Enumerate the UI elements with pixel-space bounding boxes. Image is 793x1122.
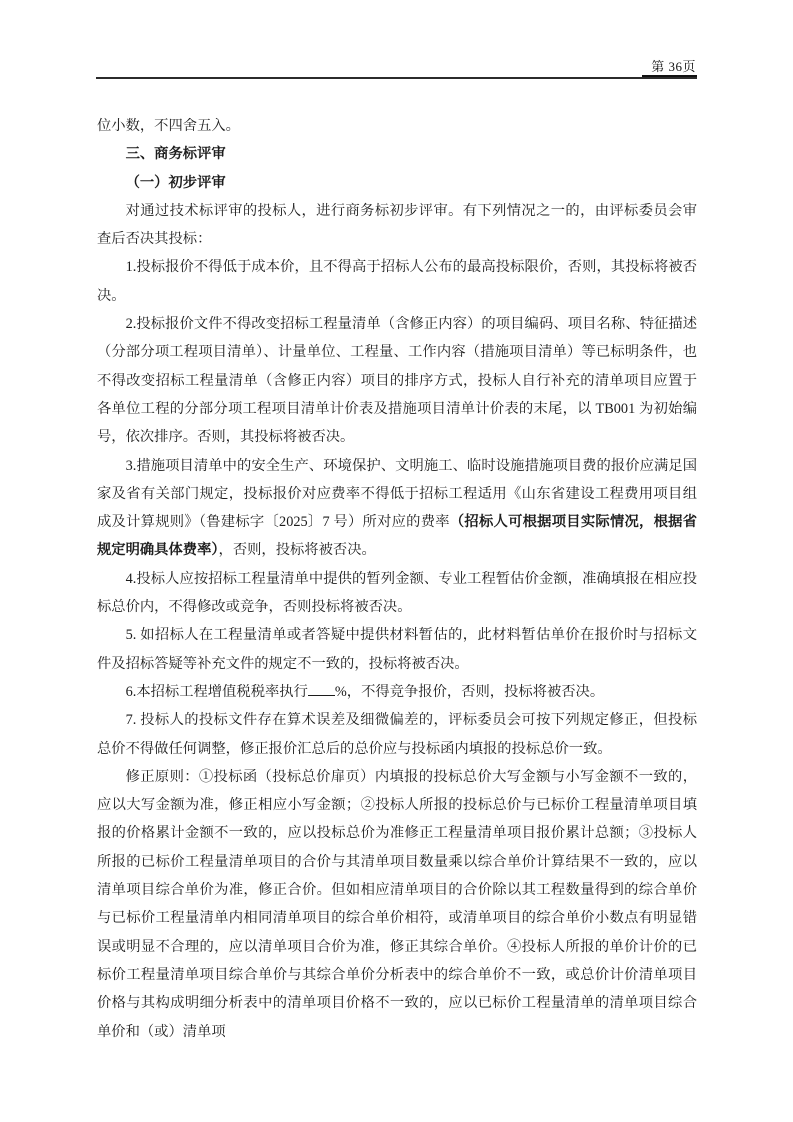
text-run: 7. 投标人的投标文件存在算术误差及细微偏差的，评标委员会可按下列规定修正，但投标总价不得做任何调整，修正报价汇总后的总价应与投标函内填报的投标总价一致。 <box>97 712 697 757</box>
page-number-label: 第 36页 <box>642 58 697 77</box>
text-run: （招标人可根据项目实际情况，根据省规定明确具体费率） <box>97 514 698 559</box>
paragraph <box>97 678 697 706</box>
paragraph <box>97 197 697 254</box>
text-run: %，不得竞争报价，否则，投标将被否决。 <box>334 683 605 700</box>
paragraph <box>97 452 697 565</box>
document-body <box>97 112 697 1046</box>
paragraph <box>97 763 697 1046</box>
page-header <box>96 0 697 79</box>
text-run: 6.本招标工程增值税税率执行 <box>125 683 308 700</box>
paragraph <box>97 565 697 622</box>
text-run: 4.投标人应按招标工程量清单中提供的暂列金额、专业工程暂估价金额，准确填报在相应投标总价内，不得修改或竞争，否则投标将被否决。 <box>97 570 697 616</box>
text-run: 位小数，不四舍五入。 <box>97 118 240 134</box>
fill-in-blank-underline <box>308 682 335 696</box>
text-run: （一）初步评审 <box>125 174 226 191</box>
text-run: 3.措施项目清单中的安全生产、环境保护、文明施工、临时设施措施项目费的报价应满足国家及省有关部门规定，投标报价对应费率不得低于招标工程适用《山东省建设工程费用项目组成及计算规则》（鲁建标字〔2025〕7 号）所对应的费率 <box>97 457 697 531</box>
text-run: 修正原则：①投标函（投标总价扉页）内填报的投标总价大写金额与小写金额不一致的，应以大写金额为准，修正相应小写金额；②投标人所报的投标总价与已标价工程量清单项目填报的价格累计金额不一致的，应以投标总价为准修正工程量清单项目报价累计总额；③投标人所报的已标价工程量清单项目的合价与其清单项目数量乘以综合单价计算结果不一致的，应以清单项目综合单价为准，修正合价。但如相应清单项目的合价除以其工程数量得到的综合单价与已标价工程量清单内相同清单项目的综合单价相符，或清单项目的综合单价小数点有明显错误或明显不合理的，应以清单项目合价为准，修正其综合单价。④投标人所报的单价计价的已标价工程量清单项目综合单价与其综合单价分析表中的综合单价不一致，或总价计价清单项目价格与其构成明细分析表中的清单项目价格不一致的，应以已标价工程量清单的清单项目综合单价和（或）清单项 <box>97 768 697 1040</box>
text-run: 1.投标报价不得低于成本价，且不得高于招标人公布的最高投标限价，否则，其投标将被否决。 <box>97 259 697 304</box>
text-run: 三、商务标评审 <box>125 146 226 163</box>
paragraph <box>97 112 697 140</box>
paragraph <box>97 253 697 310</box>
text-run: 2.投标报价文件不得改变招标工程量清单（含修正内容）的项目编码、项目名称、特征描述（分部分项工程项目清单）、计量单位、工程量、工作内容（措施项目清单）等已标明条件，也不得改变招标工程量清单（含修正内容）项目的排序方式，投标人自行补充的清单项目应置于各单位工程的分部分项工程项目清单计价表及措施项目清单计价表的末尾，以 TB001 为初始编号，依次排序。否则，其投标将被否决。 <box>97 316 697 446</box>
section-heading <box>97 140 697 168</box>
text-run: 对通过技术标评审的投标人，进行商务标初步评审。有下列情况之一的，由评标委员会审查后否决其投标： <box>97 202 697 248</box>
text-run: ，否则，投标将被否决。 <box>218 542 376 559</box>
paragraph <box>97 621 697 678</box>
text-run: 5. 如招标人在工程量清单或者答疑中提供材料暂估的，此材料暂估单价在报价时与招标文件及招标答疑等补充文件的规定不一致的，投标将被否决。 <box>97 627 697 672</box>
paragraph <box>97 310 697 451</box>
paragraph <box>97 706 697 763</box>
section-heading <box>97 169 697 197</box>
